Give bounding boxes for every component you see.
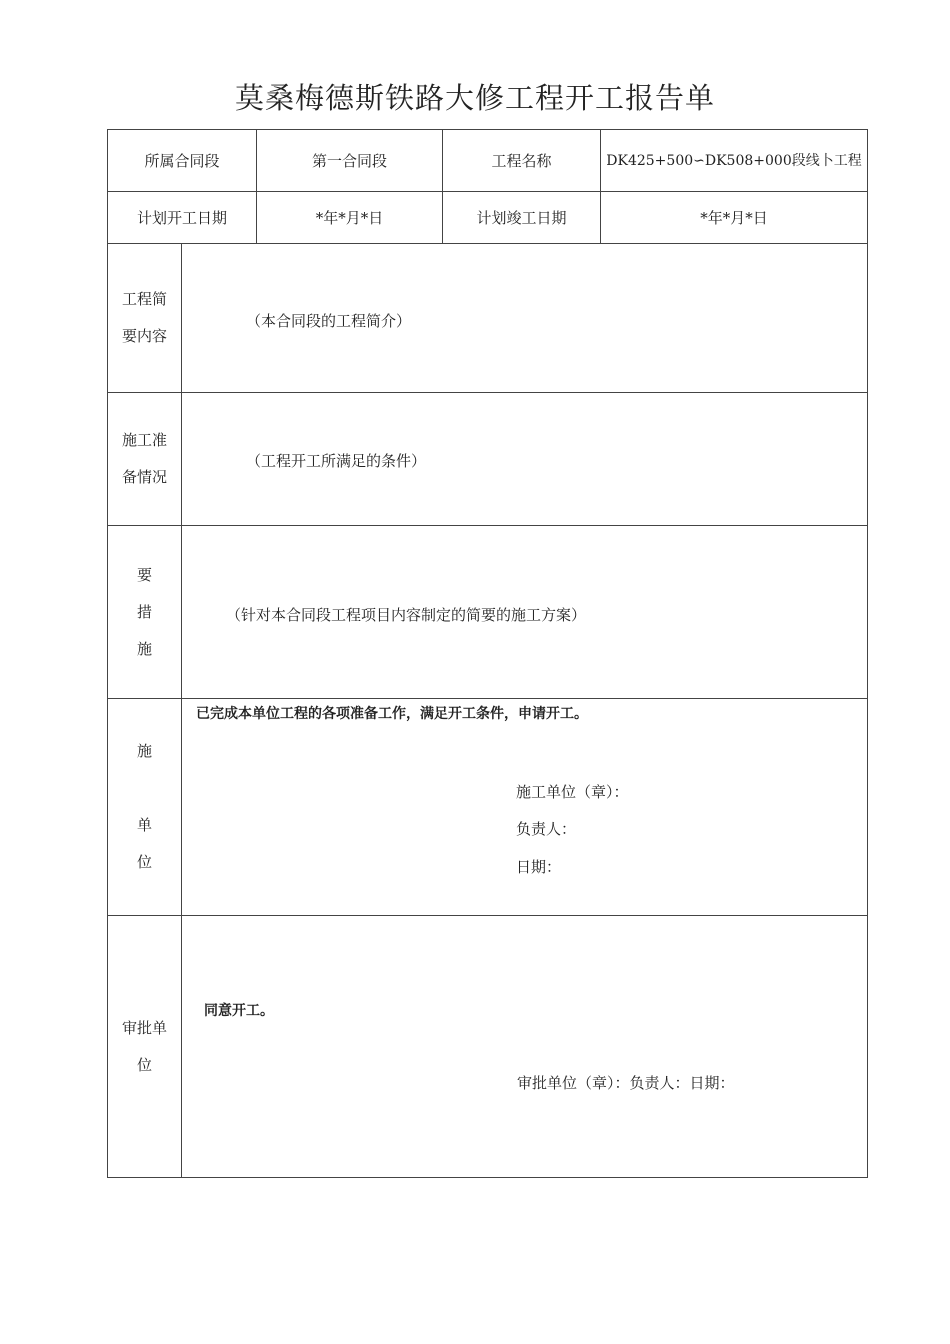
contractor-person: 负责人： xyxy=(516,820,577,838)
contractor-statement: 已完成本单位工程的各项准备工作，满足开工条件，申请开工。 xyxy=(196,706,588,722)
dates-row xyxy=(108,192,868,244)
contract-value: 第一合同段 xyxy=(257,130,443,192)
contract-label: 所属合同段 xyxy=(108,130,257,192)
prep-row xyxy=(108,393,868,526)
measures-label: 要 措 施 xyxy=(108,526,182,699)
planned-end-value: *年*月*日 xyxy=(601,192,868,244)
project-name-label: 工程名称 xyxy=(443,130,601,192)
prep-label: 施工准 备情况 xyxy=(108,393,182,526)
approval-label: 审批单 位 xyxy=(108,916,182,1178)
planned-start-value: *年*月*日 xyxy=(257,192,443,244)
measures-row xyxy=(108,526,868,699)
summary-label: 工程简 要内容 xyxy=(108,244,182,393)
prep-hint: （工程开工所满足的条件） xyxy=(246,452,427,470)
contractor-label: 施 单 位 xyxy=(108,699,182,916)
approval-signature: 审批单位（章）：负责人：日期： xyxy=(517,1074,735,1092)
planned-end-label: 计划竣工日期 xyxy=(443,192,601,244)
summary-content xyxy=(182,244,868,393)
approval-row xyxy=(108,916,868,1178)
measures-content xyxy=(182,526,868,699)
planned-start-label: 计划开工日期 xyxy=(108,192,257,244)
approval-statement: 同意开工。 xyxy=(204,1003,274,1019)
contractor-date: 日期： xyxy=(516,858,562,876)
report-form-table xyxy=(107,129,868,1178)
summary-row xyxy=(108,244,868,393)
approval-content xyxy=(182,916,868,1178)
page-title: 莫桑梅德斯铁路大修工程开工报告单 xyxy=(234,81,715,115)
project-name-value: DK425+500∽DK508+000段线卜工程 xyxy=(601,130,868,192)
contractor-unit-seal: 施工单位（章）： xyxy=(516,783,629,801)
contract-row xyxy=(108,130,868,192)
summary-hint: （本合同段的工程简介） xyxy=(246,312,412,330)
contractor-content xyxy=(182,699,868,916)
prep-content xyxy=(182,393,868,526)
measures-hint: （针对本合同段工程项目内容制定的简要的施工方案） xyxy=(226,606,587,624)
contractor-row xyxy=(108,699,868,916)
